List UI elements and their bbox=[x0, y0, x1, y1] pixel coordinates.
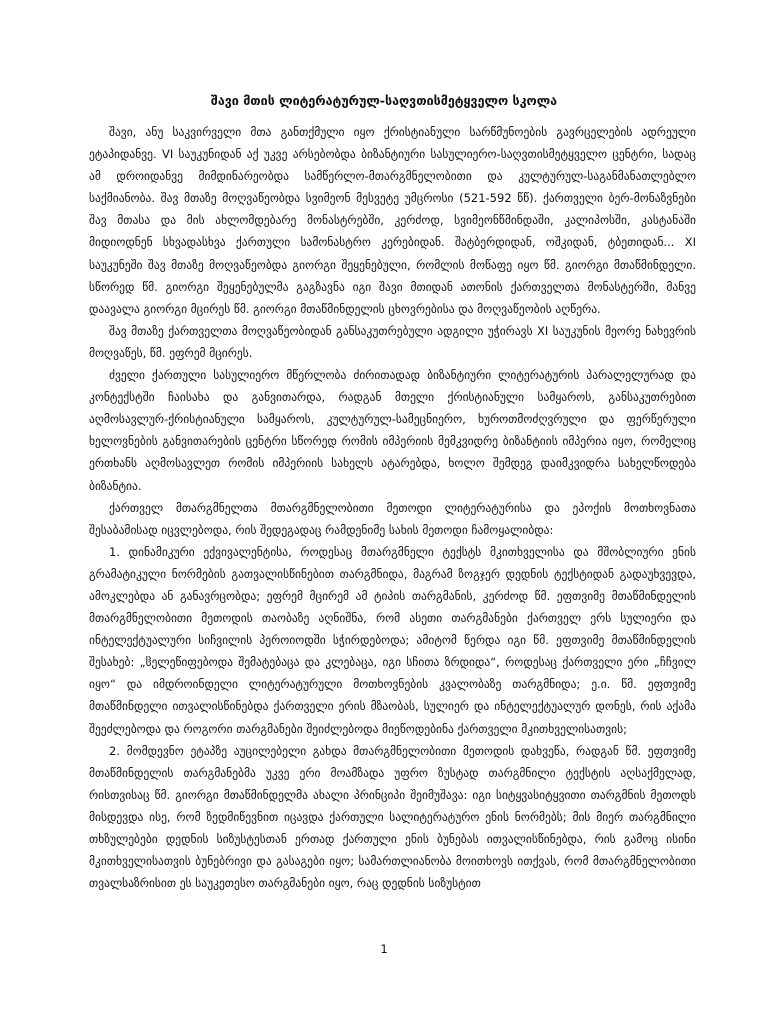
page-number: 1 bbox=[380, 942, 388, 956]
paragraph: შავ მთაზე ქართველთა მოღვაწეობიდან განსაკუთრებული ადგილი უჭირავს XI საუკუნის მეორე ნახევრის მოღვაწეს, წმ. ეფრემ მცირეს. bbox=[89, 323, 696, 360]
document-body bbox=[89, 121, 696, 894]
paragraph: 1. დინამიკური ექვივალენტისა, როდესაც მთარგმნელი ტექსტს მკითხველისა და მშობლიური ენის გრამატიკული ნორმების გათვალისწინებით თარგმნიდა, მაგრამ ზოგჯერ დედნის ტექსტიდან გადაუხვევდა, ამოკლებდა ან განავრცობდა; ეფრემ მცირემ ამ ტიპის თარგმანის, კერძოდ წმ. ეფთვიმე მთაწმინდელის მთარგმნელობითი მეთოდის თაობაზე აღნიშნა, რომ ასეთი თარგმანები ქართველ ერს სულიერი და ინტელექტუალური სიჩვილის პეროიოდში სჭირდებოდა; ამიტომ წერდა იგი წმ. ეფთვიმე მთაწმინდელის შესახებ: „ჱელეწიფებოდა შემატებაცა და კლებაცა, იგი სჩითა ზრდიდა“, როდესაც ქართველი ერი „ჩჩვილ იყო“ და იმდროინდელი ლიტერატურული მოთხოვნების კვალობაზე თარგმნიდა; ე.ი. წმ. ეფთვიმე მთაწმინდელი ითვალისწინებდა ქართველი ერის მზაობას, სულიერ და ინტელექტუალურ დონეს, რის აქამა შეეძლებოდა და როგორი თარგმანები შეიძლებოდა მიეწოდებინა ქართველი მკითხველისათვის; bbox=[89, 544, 696, 736]
page-title: შავი მთის ლიტერატურულ-საღვთისმეტყველო სკოლა bbox=[210, 93, 558, 108]
paragraph: ძველი ქართული სასულიერო მწერლობა ძირითადად ბიზანტიური ლიტერატურის პარალელურად და კონტექსტში ჩაისახა და განვითარდა, რადგან მთელი ქრისტიანული სამყაროს, განსაკუთრებით აღმოსავლურ-ქრისტიანული სამყაროს, კულტურულ-სამეცნიერო, ხუროთმოძღვრული და ფერწერული ხელოვნების განვითარების ცენტრი სწორედ რომის იმპერიის მემკვიდრე ბიზანტიის იმპერია იყო, რომელიც ერთხანს აღმოსავლეთ რომის იმპერიის სახელს ატარებდა, ხოლო შემდეგ დაიმკვიდრა სახელწოდება ბიზანტია. bbox=[89, 368, 696, 493]
paragraph: შავი, ანუ საკვირველი მთა განთქმული იყო ქრისტიანული სარწმუნოების გავრცელების ადრეული ეტაპიდანვე. VI საუკუნიდან აქ უკვე არსებობდა ბიზანტიური სასულიერო-საღვთისმეტყველო ცენტრი, სადაც ამ დროიდანვე მიმდინარეობდა სამწერლო-მთარგმნელობითი და კულტურულ-საგანმანათლებლო საქმიანობა. შავ მთაზე მოღვაწეობდა სვიმეონ მესვეტე უმცროსი (521-592 წწ). ქართველი ბერ-მონაზვნები შავ მთასა და მის ახლომდებარე მონასტრებში, კერძოდ, სვიმეონწმინდაში, კალიპოსში, კასტანაში მიდიოდნენ სხვადასხვა ქართული სამონასტრო კერებიდან. შატბერდიდან, ოშკიდან, ტბეთიდან... XI საუკუნეში შავ მთაზე მოღვაწეობდა გიორგი შეყენებული, რომლის მოწაფე იყო წმ. გიორგი მთაწმინდელი. სწორედ წმ. გიორგი შეყენებულმა გაგზავნა იგი შავი მთიდან ათონის ქართველთა მონასტერში, მანვე დაავალა გიორგი მცირეს წმ. გიორგი მთაწმინდელის ცხოვრებისა და მოღვაწეობის აღწერა. bbox=[89, 125, 696, 316]
paragraph: 2. მომდევნო ეტაპზე აუცილებელი გახდა მთარგმნელობითი მეთოდის დახვეწა, რადგან წმ. ეფთვიმე მთაწმინდელის თარგმანებმა უკვე ერი მოამზადა უფრო ზუსტად თარგმნილი ტექსტის აღსაქმელად, რისთვისაც წმ. გიორგი მთაწმინდელმა ახალი პრინციპი შეიმუშავა: იგი სიტყვასიტყვითი თარგმნის მეთოდს მისდევდა ისე, რომ ზედმიწევნით იცავდა ქართული სალიტერატურო ენის ნორმებს; მის მიერ თარგმნილი თხზულებები დედნის სიზუსტესთან ერთად ქართული ენის ბუნებას ითვალისწინებდა, რის გამოც ისინი მკითხველისათვის ბუნებრივი და გასაგები იყო; სამართლიანობა მოითხოვს ითქვას, რომ მთარგმნელობითი თვალსაზრისით ეს საუკეთესო თარგმანები იყო, რაც დედნის სიზუსტით bbox=[89, 743, 696, 891]
paragraph: ქართველ მთარგმნელთა მთარგმნელობითი მეთოდი ლიტერატურისა და ეპოქის მოთხოვნათა შესაბამისად იცვლებოდა, რის შედეგადაც რამდენიმე სახის მეთოდი ჩამოყალიბდა: bbox=[89, 500, 696, 537]
